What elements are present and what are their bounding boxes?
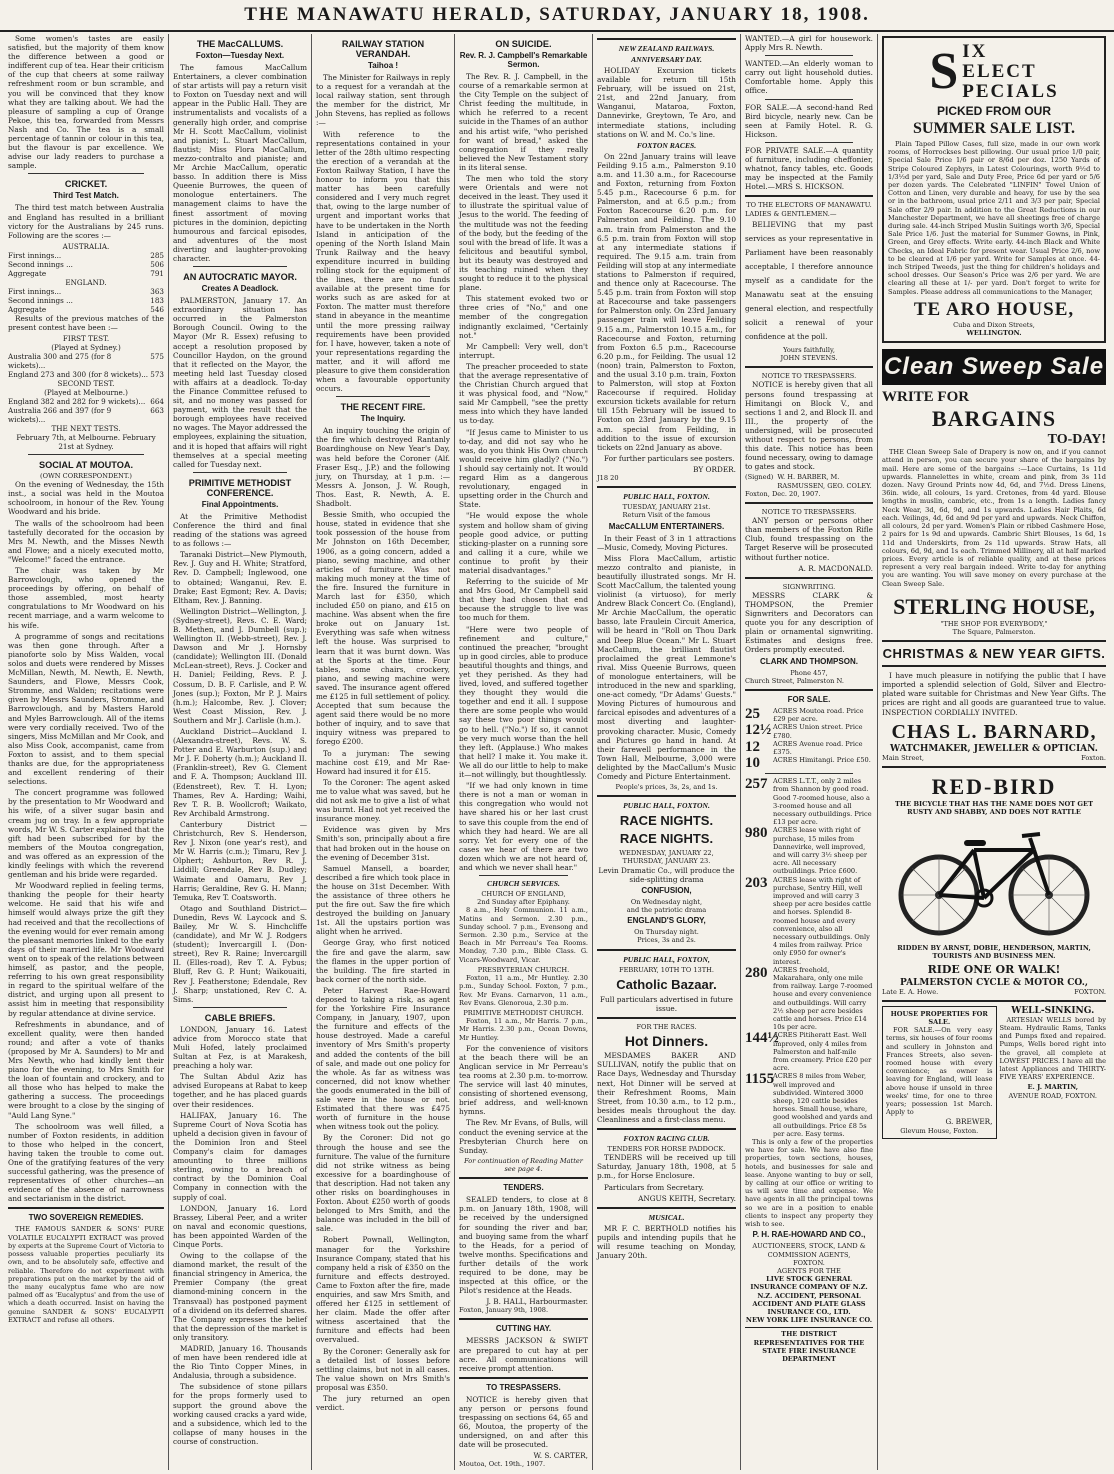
tenders-paragraph: SEALED tenders, to close at 8 p.m. on January 18th, 1908, will be received by the undersigned for sounding the river and bar, and buoying same from the wharf to the Heads, for a period of twelve months. Specifications and further details of the work required to be done, may be inspected at this office, or the Pilot's residence at the Heads. [459,1195,588,1296]
railway-heading: RAILWAY STATION VERANDAH. [341,39,425,59]
cricket-heading: CRICKET. [64,179,108,190]
race-night-date: WEDNESDAY, JANUARY 22, [619,849,714,858]
divider [765,773,853,774]
thursday-note: On Thursday night. [634,928,699,937]
railways-heading: NEW ZEALAND RAILWAYS. [618,44,715,53]
land-listing: 257 ACRES L.T.T., only 2 miles from Shannon by good road. Good 7-roomed house, also a 3-roomed house and all necessary outbuildings. Price £13 per acre. [745,776,872,827]
results-text: Results of the previous matches of the present contest have been :— [8,313,164,332]
divider [745,689,873,691]
racing-club-sub: TENDERS FOR HORSE PADDOCK. [607,1145,726,1154]
public-hall-prices: People's prices, 3s, 2s, and 1s. [615,783,718,792]
cricket-scores [8,242,164,314]
trespassers-heading-2: NOTICE TO TRESPASSERS. [761,507,857,516]
musical-paragraph: MR F. C. BERTHOLD notifies his pupils and intending pupils that he will resume teaching on Monday, January 20th. [597,1223,736,1260]
divider [597,795,736,797]
score-row: Aggregate 546 [8,304,164,314]
church-sunday-label: 2nd Sunday after Epiphany. [477,898,570,907]
maccallums-heading: THE MacCALLUMS. [196,39,284,49]
to-day: TO-DAY! [1047,432,1106,448]
acre-listing: 10 ACRES Himitangi. Price £50. [745,755,871,772]
bargains: BARGAINS [931,406,1057,432]
score-row: Second innings ... 183 [8,295,164,305]
acre-listing: 12½ ACRES Union street. Price £780. [745,722,863,740]
ad-code: J18 20 [597,473,619,482]
rae-howard-place: FOXTON. [793,1258,825,1267]
trespass-signature: W. S. CARTER, [533,1451,588,1461]
tenders-heading: TENDERS. [503,1183,544,1193]
social-heading: SOCIAL AT MOUTOA. [38,459,134,470]
ridden-by: RIDDEN BY ARNST, DOBIE, HENDERSON, MARTIN, TOURISTS AND BUSINESS MEN. [897,944,1091,961]
acre-listing: 25 ACRES Moutoa road. Price £29 per acre. [745,705,864,724]
cutting-hay-heading: CUTTING HAY. [495,1324,552,1334]
divider [597,1207,736,1209]
cable-paragraph: LONDON, January 16. Lord Brassey, Liberal Peer, and a writer on naval and economic questions, has been appointed Warden of the Cinque Ports. [173,1203,307,1249]
divider [597,949,736,951]
railway-subheading: Taihoa ! [367,61,399,70]
australia-label: AUSTRALIA. [62,241,110,251]
cable-paragraph: The subsidence of stone pillars for the props formerly used to support the ground above the working caused cracks a yard wide, and a subsidence, which led to the collapse of many houses in the course of construction. [173,1382,307,1446]
railway-paragraph: The Minister for Railways in reply to a request for a verandah at the local railway station, sent through the member for the district, Mr John Stevens, has replied as follows :— [316,73,450,128]
divider [882,640,1106,642]
martin-signature: E. J. MARTIN, [1027,1083,1078,1092]
previous-tests [8,334,164,451]
te-aro-address: Cuba and Dixon Streets, [953,320,1035,329]
tea-paragraph: Some women's tastes are easily satisfied, but the majority of them know the difference between a good or indifferent cup of tea. Hear their criticism of the cup that cheers at some railway refreshment room or bun scramble, and you will be convinced that they know what they are talking about. We had the pleasure of sampling a cup of Orange Pekoe, this tea, forwarded from Messrs Nash and Co. The tea is a small percentage of tannin or colour in this tea, but the flavour is par excellence. We advise our lady readers to purchase a sample. [8,34,164,171]
house-properties-ad [882,1006,997,1139]
for-sale-heading: FOR SALE. [787,694,831,704]
railways-paragraph: HOLIDAY Excursion tickets available for return till 15th February, will be issued on 21st, 21st, and 22nd January, from Wanganui, Mataroa, Foxton, Dannevirke, Greytown, Te Aro, and intermediate stations, including stations on W. and M. Co.'s line. [597,66,736,139]
fire-paragraph: Samuel Mansell, a boarder, described a fire which took place in the house on 31st December. With the assistance of three others he put the fire out. Saw the fire which destroyed the building on January 1st. All the upstairs portion was alight when he arrived. [316,863,450,937]
church-of-england-label: CHURCH OF ENGLAND, [481,890,566,899]
divider [882,1000,1106,1002]
divider [597,38,736,40]
divider [597,486,736,488]
anniversary-heading: ANNIVERSARY DAY. [631,55,702,64]
pm-church-text: Foxton, 11 a.m., Mr Harris. 7 p.m., Mr Harris. 2.30 p.m., Ocean Downs, Mr Huntley. [459,1017,588,1042]
bicycle-for-sale-ad: FOR SALE.—A second-hand Red Bird bicycle, nearly new. Can be seen at Family Hotel. R. G. Hickson. [745,102,873,139]
public-hall-heading-2: PUBLIC HALL, FOXTON. [623,801,710,811]
public-hall-heading-3: PUBLIC HALL, FOXTON, [623,954,710,964]
mayor-heading: AN AUTOCRATIC MAYOR. [183,272,297,283]
cricket-text: The third test match between Australia and England has resulted in a brilliant victory for the Australians by 245 runs. Following are the scores :— [8,203,164,240]
social-paragraph: The schoolroom was well filled, a number of Foxton residents, in addition to those who helped in the concert, having taken the trouble to come out. One of the gratifying features of the very successful gathering, was the presence of representatives of other churches—an evidence of the absence of narrowness and sectarianism in the district. [8,1121,164,1204]
hot-dinners-paragraph: MESDAMES BAKER AND SULLIVAN, notify the public that on Race Days, Wednesday and Thursday next, Hot Dinner will be served at their Refreshment Rooms, Main Street, from 10.30 a.m., to 12 p.m., besides meals throughout the day. Cleanliness and a first-class menu. [597,1051,736,1124]
and-note: and the patriotic drama [626,906,707,915]
prices-note: Prices, 3s and 2s. [637,936,696,945]
bicycle-illustration [894,820,1094,940]
divider [765,55,853,56]
sterling-house: STERLING HOUSE, [893,593,1095,619]
racing-club-paragraph: TENDERS will be received up till Saturday, January 18th, 1908, at 5 p.m., for Horse Enclosure. [597,1153,736,1181]
score-row: First innings... 363 [8,286,164,296]
column-4 [455,34,593,1470]
suicide-paragraph: "Here were two people of refinement and culture," continued the preacher, "brought up in good circles, able to produce beautiful thoughts and things, and yet they perished. As they had lived, loved, and suffered together they thought they would die together and end it all. I suppose there are some people who would say these two poor things would go to hell. ("No.") If so, it cannot be very much worse than the hell they left. (Applause.) Who makes that hell? I make it. You make it. We all do our little to help to make it—not willingly, but thoughtlessly. [459,624,588,780]
railway-paragraph: With reference to the representations contained in your letter of the 28th ultimo respecting the erection of a verandah at the Foxton Railway Station, I have the honour to inform you that this matter has been carefully considered and I very much regret that, owing to the large number of urgent and important works that have to be undertaken in the North Island in anticipation of the opening of the North Island Main Trunk Railway and the heavy expenditure incurred in building rolling stock for the equipment of the lines, there are no funds available at the present time for works such as are asked for at Foxton. The matter must therefore stand in abeyance in the meantime until the more pressing railway requirements have been provided for. I have, however, taken a note of your representations regarding the matter, and it will afford me pleasure to give them consideration when a favourable opportunity occurs. [316,129,450,394]
suicide-paragraph: "If we had only known in time there is not a man or woman in this congregation who would not have shared his or her last crust to save this couple from the end of which they had heard. We are all sorry. Yet for every one of the cases we hear of there are two dozen which we are not heard of, and which we never shall hear." [459,781,588,872]
score-row: Second innings ... 506 [8,259,164,269]
cable-paragraph: Owing to the collapse of the diamond market, the result of the financial stringency in America, the Premier Company (the great diamond-mining concern in the Transvaal) has postponed payment of a dividend on its deferred shares. The Company expresses the belief that the depression of the market is only transitory. [173,1251,307,1342]
column-5 [593,34,741,1470]
fire-subheading: The Inquiry. [360,414,406,424]
suicide-paragraph: "If Jesus came to Minister to us to-day, and did not say who he was, do you think His Own church would receive him gladly? ("No.") I should say certainly not. It would regard Him as a dangerous revolutionary, engaged in upsetting order in the Church and State. [459,427,588,510]
rae-howard-role: AUCTIONEERS, STOCK, LAND & COMMISSION AGENTS, [752,1242,866,1259]
fire-paragraph: Robert Pownall, Wellington, manager for the Yorkshire Insurance Company, stated that his company held a risk of £350 on the furniture and effects destroyed. Came to Foxton after the fire, made enquiries, and saw Mrs Smith, and offered her £125 in settlement of her claim. Made the offer after witness ascertained that the furniture and effects had been overvalued. [316,1235,450,1345]
races-paragraph: For further particulars see posters. [604,453,735,463]
well-sinking-ad [1000,1006,1107,1139]
trespassers-paragraph-2: ANY person or persons other than members of the Foxton Rifle Club, found trespassing on the Target Reserve will be prosecuted without further notice. [745,516,873,562]
rae-howard-name: P. H. RAE-HOWARD AND CO., [752,1230,866,1240]
suicide-subheading: Rev. R. J. Campbell's Remarkable Sermon. [459,51,588,69]
racing-club-signature: ANGUS KEITH, Secretary. [638,1193,736,1203]
macdonald-signature: A. R. MACDONALD. [798,563,873,573]
suicide-paragraph: Mr Campbell: Very well, don't interrupt. [459,341,588,360]
masthead [0,0,1114,32]
signwriting-paragraph: MESSRS CLARK & THOMPSON, the Premier Signwriters and Decorators can quote you for any description of plain or ornamental signwriting. Estimates and designs free. Orders promptly executed. [745,590,873,655]
convenience-paragraph: For the convenience of visitors at the beach there will be an Anglican service in Mr Perreau's tea rooms at 2.30 p.m. to-morrow. The service will last 40 minutes, consisting of shortened evensong, brief address, and well-known hymns. [459,1043,588,1117]
for-the-races: FOR THE RACES. [636,1023,697,1032]
tenders-signature: J. B. HALL, Harbourmaster. [486,1297,588,1307]
electors-heading: TO THE ELECTORS OF MANAWATU. [746,201,872,210]
fire-paragraph: The jury returned an open verdict. [316,1394,450,1413]
for-sale-list [745,707,873,1138]
fire-paragraph: To a juryman: The sewing machine cost £19, and Mr Rae-Howard had insured it for £15. [316,748,450,776]
remedies-text: THE FAMOUS SANDER & SONS' PURE VOLATILE EUCALYPTI EXTRACT was proved by experts at the Supreme Court of Victoria to possess valuable properties peculiarly its own, and to be absolutely safe, effective and reliable. Therefore do not experiment with preparations put on the market by the aid of the many eucalyptus fame who are now palmed off as 'Eucalyptus' and from the use of which a death occurred. Insist on having the genuine SANDER & SONS' EUCALYPTI EXTRACT and refuse all others. [8,1225,164,1324]
second-test-venue: (Played at Melbourne.) [44,387,128,397]
martin-address: AVENUE ROAD, FOXTON. [1008,1091,1097,1100]
well-sinking-paragraph: ARTESIAN WELLS bored by Steam. Hydraulic Rams, Tanks and Pumps fixed and repaired. Pumps, Wells bored right into the gravel, all complete at LOWEST PRICES. I have all the latest Appliances and THIRTY-FIVE YEARS' EXPERIENCE. [999,1015,1106,1082]
social-paragraph: On the evening of Wednesday, the 15th inst., a social was held in the Moutoa schoolroom, in honour of the Rev. Young Woodward and his bride. [8,480,164,517]
social-paragraph: A programme of songs and recitations was then gone through. After a pianoforte solo by Miss Walden, vocal solos and duets were rendered by Misses McMillan, Newth, M. Newth, E. Newth, Saunders, and Flowe, Messrs Cook, Stromme, and Walden; recitations were given by Messrs Saunders, Stromme, and Barrowclough, and by Masters Harold and Myles Barrowclough. All of the items were very cordially received. Two of the singers, Miss McMillan and Mr Cook, and also Miss Cook, accompanist, came from Foxton to assist, and to them special thanks are due, for the appropriateness and excellent rendering of their selections. [8,631,164,787]
divider [193,266,287,267]
cricket-subheading: Third Test Match. [53,191,119,201]
pm-church-heading: PRIMITIVE METHODIST CHURCH. [463,1008,584,1017]
land-listing: 144½ ACRES Pitiheratt East. Well improved, only 4 miles from Palmerston and half-mile from creamery. Price £20 per acre. [745,1030,872,1073]
signwriting-address: Church Street, Palmerston N. [745,676,844,685]
first-test-label: FIRST TEST. [62,333,110,343]
barnard-role: WATCHMAKER, JEWELLER & OPTICIAN. [890,743,1098,754]
cycle-address: Late E. A. Howe. FOXTON. [882,987,1106,996]
cable-paragraph: MADRID, January 16. Thousands of men have been rendered idle at the Rio Tinto Copper Mines, in Andalusia, through a subsidence. [173,1344,307,1381]
next-tests-dates: February 7th, at Melbourne. February 21st at Sydney. [16,432,156,451]
fire-paragraph: An inquiry touching the origin of the fire which destroyed Rantanly Boardinghouse on New Year's Day, was held before the Coroner (Alf. Fraser Esq., J.P.) and the following jury, on Thursday, at 1 p.m. :—Messrs A. Jonson, J. W. Rough, Thos. East, R. Newth, A. E. Shadbolt. [316,426,450,509]
suicide-paragraph: This statement evoked two or three cries of "No," and one member of the congregation indignantly exclaimed, "Certainly not." [459,294,588,340]
remedies-heading: TWO SOVEREIGN REMEDIES. [28,1213,144,1223]
public-hall-date: TUESDAY, JANUARY 21st. [622,503,711,512]
signwriting-heading: SIGNWRITING. [782,582,836,591]
next-tests-label: THE NEXT TESTS. [51,423,121,433]
acre-listing: 12 ACRES Avenue road. Price £375. [745,738,863,756]
land-paragraph: This is only a few of the properties we have for sale. We have also fine properties, town sections, houses, hotels, and businesses for sale and lease. Anyone wanting to buy or sell, by calling at our office or writing to us will save time and expense. We have agents in all the principal towns so we are in a position to enable clients to inspect any property they wish to see. [745,1138,873,1229]
summer-sale-paragraph: Plain Taped Pillow Cases, full size, made in our own work rooms, of Horrockses best pillowing. Our usual price 1/0 pair, Special Sale Price 1/6 pair or 8/6d per doz. 1250 Yards of Stripe Coloured Zephyrs, in Latest Colourings, worth 9½d to 1/3½d per yard, Sale and Duty Free, Price 6d per yard or 5/6 per dozen yards. The Celebrated "LINFIN" Towel Union of Cotton and Linen, very durable and heavy, for use by the sea or in the bathroom, usual price 2/11 and 3/3 per pair, Special Sale offer 2/9 pair. In addition to the Great Reductions in our Manchester Department, we have all sheetings free of charge during sale. 44-inch Striped Muslin Suitings worth 3/6, Special Sale Price 1/6. Just the material for Summer Gowns, in Pink, Green, and Grey effects. Write early. 44-inch Black and White Checks, an Ideal Fabric for present wear. Usual Price 2/6, now to be cleared at 1/6 per yard. Write for Samples at once. 44-inch Striped Tweeds, just the thing for children's holidays and school dresses. Our Season's Price was 2/6 per yard. We are clearing all these at 1/- per yard. Don't forget to write for Samples. Please address all communications to the Manager, [888,140,1100,296]
church-services-heading: CHURCH SERVICES. [487,879,560,889]
divider [882,665,1106,667]
divider [745,502,873,504]
mayor-subheading: Creates A Deadlock. [201,284,279,294]
public-hall-heading: PUBLIC HALL, FOXTON. [623,492,710,502]
masthead-title: THE MANAWATU HERALD, SATURDAY, JANUARY 18, 1908. [244,4,870,25]
score-row: Australia 266 and 397 (for 9 wickets)... 663 [8,405,164,424]
bazaar-paragraph: Full particulars advertised in future issue. [599,994,733,1013]
picked-from-our: PICKED FROM OUR [937,104,1051,118]
pmc-subheading: Final Appointments. [201,499,279,509]
musical-heading: MUSICAL. [648,1212,685,1222]
races-heading: FOXTON RACES. [636,140,697,150]
divider [193,472,287,473]
cable-paragraph: The Sultan Abdul Aziz has advised Europeans at Rabat to keep together, and he has placed guards over their residences. [173,1072,307,1109]
second-test-label: SECOND TEST. [57,378,115,388]
summer-sale-list: SUMMER SALE LIST. [913,120,1075,137]
te-aro-house: TE ARO HOUSE, [913,298,1075,320]
divider [479,875,568,876]
trespassers-paragraph: NOTICE is hereby given that all persons found trespassing at Himitangi on Block V., and sections 1 and 2, and Block II. and III., the property of the undersigned, will be prosecuted without respect to persons, from this date. This notice has been found necessary, owing to damage to gates and stock. [745,380,873,472]
evans-paragraph: The Rev. Mr Evans, of Bulls, will conduct the evening service at the Presbyterian Church here on Sunday. [459,1118,588,1155]
land-listing: 203 ACRES lease with right of purchase, Sentry Hill, well improved and will carry 3 sheep per acre besides cattle and horses. Splendid 8-roomed house and every convenience, also all necessary outbuildings. Only 4 miles from railway. Price only £950 for owner's interest. [745,874,872,966]
new-york-life: NEW YORK LIFE INSURANCE CO. [745,1316,873,1325]
palmerston-cycle: PALMERSTON CYCLE & MOTOR CO., [900,977,1088,988]
maccallums-paragraph: The famous MacCallum Entertainers, a clever combination of star artists will pay a return visit to Foxton on Tuesday next and will appear in the Public Hall. They are instrumentalists and vocalists of a generally high order, and comprise Mr H. Scott MacCallum, violinist and pianist; L. Stuart MacCallum, flautist; Miss Flora MacCallum, mezzo-contralto and pianiste; and Mr Archie MacCallum, operatic basso. In addition there is Miss Queenie Burrowes, the queen of monologue entertainers. The management claims to have the finest assortment of moving pictures in the dominion, depicting humourous and farcical episodes, and adventures of the most diverting and laughter-provoking character. [173,63,307,263]
race-nights-paragraph: Levin Dramatic Co., will produce the side-splitting drama [598,865,735,884]
england-label: ENGLAND. [65,277,107,287]
public-hall-sub: Return Visit of the famous [622,511,711,520]
tenders-date: Foxton, January 9th, 1908. [459,1306,549,1315]
clean-sweep-banner: Clean Sweep Sale [882,349,1106,385]
divider [597,1128,736,1130]
divider [459,1177,588,1179]
state-fire-insurance: THE DISTRICT REPRESENTATIVES FOR THE STATE FIRE INSURANCE DEPARTMENT [745,1327,873,1363]
mayor-paragraph: PALMERSTON, January 17. An extraordinary situation has occurred in the Palmerston Borough Council. Owing to the Mayor (Mr R. Essex) refusing to accept a resolution proposed by Councillor Haydon, on the ground that it reflected on the Mayor, the meeting held last Tuesday closed with affairs at a deadlock. To-day the Finance Committee refused to sit, and no money was passed for payment, with the result that the borough employees have received no wages. The Mayor addressed the employees, explaining the situation, and it is hoped that affairs will right themselves at a special meeting called for Tuesday next. [173,296,307,469]
bottom-ads [882,1006,1106,1139]
fire-paragraph: By the Coroner: Generally ask for a detailed list of losses before settling claims, but not in all cases. The value shown on Mrs Smith's proposal was £350. [316,1346,450,1392]
column-6 [741,34,878,1470]
ride-one-or-walk: RIDE ONE OR WALK! [927,962,1061,976]
house-properties-heading: HOUSE PROPERTIES FOR SALE. [890,1009,988,1027]
signwriting-phone: Phone 457, [790,668,828,677]
suicide-paragraph: The preacher proceeded to state that the average representative of the Christian Church argued that it was physical food, and "Now," said Mr Campbell, "see the pretty mess into which they have landed us to-day. [459,361,588,426]
trespassers-signature-block [745,473,873,489]
private-sale-ad: FOR PRIVATE SALE.—A quantity of furniture, including cheffonier, whatnot, fancy tables, etc. Goods may be inspected at the Family Hotel.—MRS S. HICKSON. [745,145,873,192]
sterling-tagline: "THE SHOP FOR EVERYBODY," [940,619,1048,628]
wanted-ad: WANTED.—A girl for housework. Apply Mrs R. Newth. [745,34,873,53]
column-2 [169,34,312,1470]
clean-sweep-paragraph: THE Clean Sweep Sale of Drapery is now on, and if you cannot attend in person, you can secure your share of the bargains by mail. Here are some of the bargains :—Lace Curtains, 1s 11d upwards. Flannelettes in white, cream and pink, from 3s 11d dozen. Navy Ground Prints now 4d, 6d, and 7½d. Dress Linens, 36in. wide, all colours, 1s yard. Cretones, from 4d yard. Blouse lengths in muslin, cambric, etc., from 1s a length. Ladies fancy Neck Wear, 3d, 6d, 9d, and 1s upwards. Ladies Hair Plaits, 6d each. Veilings, 4d, 6d and 9d per yard and upwards. Neck Chiffon, all colours, 2d per yard. Women's Plain or ribbed Cashmere Hose, 2 pairs for 1s 9d and upwards. Cambric Shirt Blouses, 1s 6d, 1s 11d and Underskirts, from 2s 11d upwards. Straw Hats, all colours, 6d, 9d, and 1s each. Trimmed Millinery, all at half marked prices. Every article is of reliable quality, and at these prices represent a very real bargain indeed. Write to-day for anything you are wanting. You will save money on every purchase at the Clean Sweep Sale. [882,448,1106,588]
six-select-specials [888,42,1100,102]
divider [336,396,430,397]
racing-club-heading: FOXTON RACING CLUB. [623,1134,710,1144]
by-order: BY ORDER. [693,464,736,474]
races-paragraph: On 22nd January trains will leave Feilding 9.15 a.m., Palmerston 9.10 a.m. and 11.30 a.m., for Racecourse and Foxton, returning from Foxton 5.45 p.m., Racecourse 6 p.m. for Palmerston, and at 6.5 p.m.; from Foxton Racecourse 6.20 p.m. for Palmerston and Feilding. The 9.10 a.m. train from Palmerston and the 6.5 p.m. train from Foxton will stop at any intermediate stations if required. The 9.15 a.m. train from Feilding will stop at any intermediate stations to Palmerston if required, and thence only at Racecourse. The 5.45 p.m. train from Foxton will stop at Racecourse and take passengers for Palmerston only. On 23rd January passenger train will leave Feilding 9.15 a.m., Palmerston 10.15 a.m., for Racecourse and Foxton, returning from Foxton 6.5 p.m., Racecourse 6.20 p.m., for Feilding. The usual 12 (noon) train, Palmerston to Foxton, and the usual 3.10 p.m. train, Foxton to Palmerston, will stop at Foxton Racecourse if required. Holiday excursion tickets available for return till 15th February will be issued to Foxton on 23rd January by the 9.15 a.m. special from Feilding, in addition to the issue of excursion tickets on 22nd January as above. [597,151,736,452]
presbyterian-heading: PRESBYTERIAN CHURCH. [477,965,570,974]
divider [882,766,1106,768]
write-for: WRITE FOR [882,389,970,406]
trespassers-heading: NOTICE TO TRESPASSERS. [761,372,857,381]
maccallums-subheading: Foxton—Tuesday Next. [195,51,285,60]
fire-paragraph: Bessie Smith, who occupied the house, stated in evidence that she took possession of the house from Mr Johnston on 16th December, 1906, as a going concern, added a piano, sewing machine, and other articles of furniture. Was not making much money at the time of the fire. Insured the furniture in March last for £350, which included £50 on piano, and £15 on machine. Was absent when the fire broke out on January 1st. Everything was safe when witness left the house. Was surprised to learn that it was burnt down. Was at the Sports at the time. Four tables, some chairs, crockery, piano, and sewing machine were saved. The insurance agent offered me £125 in full settlement of policy. Accepted that sum because the agent said there would be no more bother of inquiry, and to save that inquiry witness was prepared to forego £200. [316,510,450,747]
te-aro-house-ad [882,36,1106,343]
cable-paragraph: LONDON, January 16. Latest advice from Morocco state that Muli Hofed, lately proclaimed Sultan at Fez, is at Marakesh, preaching a holy war. [173,1024,307,1071]
score-row: First innings... 285 [8,250,164,260]
pmc-paragraph: Canterbury District — Christchurch, Rev S. Henderson, Rev J. Nixon (one year's rest), and Mr W. Harris (c.m.); Timaru, Rev J. Olphert; Ashburton, Rev R. J. Liddill; Greendale, Rev B. Dudley; Waimate and Oamaru, Rev J. Harris; Geraldine, Rev G. H. Mann; Temuka, Rev T. Coatsworth. [173,819,307,902]
fire-paragraph: By the Coroner: Did not go through the house and see the furniture. The value of the furniture did not strike witness as being excessive for a boardinghouse of that description. Had not taken any other risks on boardinghouses in Foxton. About £250 worth of goods belonged to Mrs Smith, and the balance was included in the bill of sale. [316,1133,450,1234]
land-listing: 980 ACRES lease with right of purchase, 15 miles from Dannevirke, well improved, and will carry 3½ sheep per acre. All necessary outbuildings. Price £600. [745,825,868,876]
divider [597,1017,736,1019]
house-properties-paragraph: FOR SALE.—On very easy terms, six houses of four rooms and scullery in Johnston and Frances Streets, also seven-roomed house with every convenience; as owner is leaving for England, will lease above house if unsold in three weeks' time, for one to three years; possession 1st March. Apply to [886,1026,993,1117]
land-listing: 280 ACRES freehold, Makarahara, only one mile from railway. Large 7-roomed house and every convenience and outbuildings. Will carry 2½ sheep per acre besides cattle and horses. Price £14 10s per acre. [745,964,873,1032]
divider [459,1377,588,1379]
social-paragraph: The concert programme was followed by the presentation to Mr Woodward and his wife, of a silver sugar basin and cream jug on tray. In a few appropriate words, Mr W. S. Carter explained that the gift had been subscribed for by the members of the Moutoa congregation, and was offered as an expression of the kindly feelings with which the reverend gentleman and his bride were regarded. [8,788,164,880]
barnard-name: CHAS L. BARNARD, [891,720,1097,743]
suicide-paragraph: The men who told the story were Orientals and were not deceived in the least. They used it to illustrate the spiritual value of Jesus to the world. The feeding of the multitude was not the feeding of the body, but the feeding of the soul with the bread of life. It was a felicitous and beautiful symbol, but its beauty was destroyed and its teaching ruined when they sought to reduce it to the physical plane. [459,174,588,293]
trespassers-date: Foxton, Dec. 20, 1907. [745,489,821,498]
divider [745,195,873,197]
trespass-date: Moutoa, Oct. 19th., 1907. [459,1460,546,1469]
live-stock-insurance: LIVE STOCK GENERAL INSURANCE COMPANY OF N.Z. [750,1275,868,1292]
te-aro-city: WELLINGTON. [966,329,1022,338]
race-nights-title: RACE NIGHTS. [619,813,714,829]
newspaper-columns [4,34,1110,1470]
trespass-paragraph: NOTICE is hereby given that any person or persons found trespassing on sections 64, 65 and 66, Moutoa, the property of the undersigned, on and after this date will be prosecuted. [459,1394,588,1450]
divider [745,577,873,579]
fire-heading: THE RECENT FIRE. [340,402,426,413]
church-text: 8 a.m., Holy Communion. 11 a.m., Matins and Sermon. 2.30 p.m., Sunday school. 7 p.m., Evensong and Sermon. 2.30 p.m., Service at the Beach in Mr Perreau's Tea Rooms. Monday, 7.30 p.m., Bible Class. G. Vicars-Woodward, Vicar. [459,906,588,964]
electors-paragraph: BELIEVING that my past services as your representative in Parliament have been reasonably acceptable, I therefore announce myself as a candidate for the Manawatu seat at the ensuing general election, and respectfully solicit a renewal of your confidence at the poll. [745,219,873,341]
pmc-paragraph: Wellington District—Wellington, J. (Sydney-street), Revs. C. E. Ward; B. Methen, and J. Dumbell (sup.); Wellington II. (Webb-street), Rev. J. Dawson and Mr J. Hornsby (candidate); Wellington III. (Donald McLean-street), Revs. J. Cocker and H. Daniel; Feilding, Revs. P. J. Cossum, D. B. F. Carlisle, and P. W. Jones (sup.); Foxton, Mr P. J. Mairs (h.m.); Halcombe, Rev. J. Clover; West Coast Mission, Rev. J. Southern and Mr J. Carlisle (h.m.). [173,606,307,725]
six-words: IX ELECT PECIALS [962,41,1059,102]
social-paragraph: The walls of the schoolroom had been tastefully decorated for the occasion by Mrs M. Newth, and the Misses Newth and Flowe; and a nicely executed motto, "Welcome!" faced the entrance. [8,518,164,564]
public-hall-paragraph: In their Feast of 3 in 1 attractions—Music, Comedy, Moving Pictures. [597,533,736,552]
suicide-paragraph: The Rev. R. J. Campbell, in the course of a remarkable sermon at the City Temple on the subject of Christ feeding the multitude, in which he referred to a recent suicide in the Thames of an author and his artist wife, "who perished for want of bread," asked the congregation if they really believed the New Testament story in its literal sense. [459,72,588,172]
land-listing: 1155 ACRES 8 miles from Weber, well improved and subdivided. Wintered 3000 sheep, 120 cattle besides horses. Small house, whare, good woolshed and yards and all outbuildings. Price £8 5s per acre. Easy terms. [745,1071,873,1138]
brewer-signature: G. BREWER, [945,1117,993,1127]
divider [745,366,873,368]
column-1 [4,34,169,1470]
fire-paragraph: To the Coroner: The agent asked me to value what was saved, but he did not ask me to give a list of what was burnt. Had not yet received the insurance money. [316,777,450,824]
maccallum-entertainers: MacCALLUM ENTERTAINERS. [608,521,725,531]
public-hall-paragraph: Miss Flora MacCallum, artistic mezzo contralto and pianiste, in beautifully illustrated songs. Mr H. Scott MacCallum, the talented young violinist (a virtuoso), for merly Andrew Black Concert Co. (England), Mr Archie MacCallum, the operatic basso, late Fraulein Circuit America, will be heard in "Roll on Thou Dark and Deep Blue Ocean." Mr L. Stuart MacCallum, the brilliant flautist proclaimed the great Lemmone's rival. Miss Queenie Burrows, queen of monologue entertainers, will be introduced in the new and sparkling, one-act comedy, "Dr Adams' Guests." Moving Pictures of humourous and farcical episodes and adventures of a most diverting and laughter-provoking character. Music, Comedy and Pictures go hand in hand. At their farewell performance in the Town Hall, Melbourne, 3,000 were delighted by the MacCallum's Music Comedy and Picture Entertainment. [597,553,736,781]
divider [193,1007,287,1008]
fire-paragraph: George Gray, who first noticed the fire and gave the alarm, saw the flames in the upper portion of the building. The fire started in back corner of the north side. [316,938,450,984]
fire-paragraph: Evidence was given by Mrs Smith's son, principally about a fire that had broken out in the house on the evening of December 31st. [316,825,450,862]
brewer-address: Glevum House, Foxton. [900,1126,979,1135]
social-paragraph: The chair was taken by Mr Barrowclough, who opened the proceedings by offering, on behalf of those assembled, most hearty congratulations to Mr Woodward on his recent marriage, and a warm welcome to his wife. [8,566,164,630]
sterling-address: The Square, Palmerston. [952,627,1036,636]
racing-club-paragraph: Particulars from Secretary. [604,1182,704,1192]
suicide-paragraph: "He would expose the whole system and hollow sham of giving people good advice, or putting sticking-plaster on a running sore and calling it a cure, while we continue to profit by their material disadvantages." [459,511,588,575]
social-paragraph: Refreshments in abundance, and of excellent quality, were then handed round; and after a vote of thanks (proposed by Mr A. Saunders) to Mr and Mrs Newth, who had kindly lent their piano for the evening, to Mrs Smith for the loan of fountain and crockery, and to all those who has helped to make the gathering a success. The proceedings were brought to a close by the singing of "Auld Lang Syne." [8,1019,164,1120]
red-bird-tagline: THE BICYCLE THAT HAS THE NAME DOES NOT GET RUSTY AND SHABBY, AND DOES NOT RATTLE [895,799,1093,816]
christmas-gifts-title: CHRISTMAS & NEW YEAR GIFTS. [882,646,1106,662]
stevens-signature: JOHN STEVENS. [780,354,838,363]
englands-glory-title: ENGLAND'S GLORY, [627,916,706,926]
ladies-greeting: LADIES & GENTLEMEN.— [745,209,837,218]
score-row: England 273 and 300 (for 8 wickets)... 573 [8,369,164,379]
score-row: England 382 and 282 for 9 wickets)... 664 [8,396,164,406]
hot-dinners-title: Hot Dinners. [624,1033,709,1050]
divider [28,454,144,455]
cutting-hay-paragraph: MESSRS JACKSON & SWIFT are prepared to cut hay at per acre. All communications will receive prompt attention. [459,1336,588,1373]
first-test-venue: (Played at Sydney.) [51,342,121,352]
fire-paragraph: Peter Harvest Rae-Howard deposed to taking a risk, as agent for the Yorkshire Fire Insurance Company, in January, 1907, upon the furniture and effects of the house destroyed. Made a careful inventory of Mrs Smith's property and added the contents of the bill of sale, and made out one policy for the whole. As far as witness was concerned, did not know whether the goods enumerated in the bill of sale were in the house or not. Estimated that there was £475 worth of furniture in the house when witness took out the policy. [316,985,450,1132]
divider [765,99,853,100]
agents-label: AGENTS FOR THE [777,1266,841,1275]
social-correspondent: (OWN CORRESPONDENT.) [40,471,132,480]
cable-paragraph: HALIFAX, January 16. The Supreme Court of Nova Scotia has upheld a decision given in favour of the Dominion Iron and Steel Company's claim for damages amounting to three millions sterling, owing to a breach of contract by the Dominion Coal Company in connection with the supply of coal. [173,1110,307,1202]
divider [28,173,144,174]
divider [459,1318,588,1320]
signed-label: (Signed) [745,473,774,482]
divider [8,1207,164,1209]
wanted-ad: WANTED.—An elderly woman to carry out light household duties. Comfortable home. Apply this office. [745,59,873,96]
barnard-address: Main Street, Foxton. [882,753,1106,762]
wednesday-note: On Wednesday night, [630,897,703,906]
race-night-date: THURSDAY, JANUARY 23. [622,857,711,866]
yours-faithfully: Yours faithfully, [783,345,835,354]
pmc-heading: PRIMITIVE METHODIST CONFERENCE. [188,477,292,498]
pmc-paragraph: Otago and Southland District—Dunedin, Revs W. Laycock and S. Bailey, Mr W. S. Hinchcliffe (candidate), and Mr W. J. Rodgers (student); Invercargill I. (Don-street), Rev R. Raine; Invercargill II. (Elles-road), Rev T. A. Fybus; Bluff, Rev G. P. Hunt; Waikouaiti, Rev J. Featherstone; Edendale, Rev J. Sharp; unstationed, Rev C. A. Sims. [173,903,307,1004]
clark-thompson-name: CLARK AND THOMPSON. [760,656,858,666]
red-bird-title: RED-BIRD [931,773,1057,799]
bazaar-dates: FEBRUARY, 10TH TO 13TH. [619,965,714,974]
suicide-paragraph: Referring to the suicide of Mr and Mrs Good, Mr Campbell said that they had chosen that end because the struggle to live was too much for them. [459,577,588,623]
divider [765,142,853,143]
trespass-heading: TO TRESPASSERS. [486,1382,561,1392]
score-row: Aggregate 791 [8,268,164,278]
cable-heading: CABLE BRIEFS. [204,1012,276,1023]
social-paragraph: Mr Woodward replied in feeling terms, thanking the people for their hearty welcome. He said that his wife and himself would always prize the gift they had received and that the recollections of the evening would for ever remain among the pleasant memories linked to the early days of their married life. Mr Woodward went on to speak of the relations between himself, as pastor, and the people, referring to his own great responsibility in regard to the spiritual welfare of the district, and urging upon all present to assist him in meeting that responsibility by regular attendance at divine service. [8,881,164,1018]
pmc-paragraph: Taranaki District—New Plymouth, Rev. J. Guy and H. White; Stratford, Rev. D. Campbell; Inglewood, one to obtained; Wanganui, Rev. E. Drake; East Egmont; Rev. A. Davis; Eltham, Rev. J. Banning. [173,550,307,605]
pmc-paragraph: At the Primitive Methodist Conference the third and final reading of the stations was agreed to as follows :— [173,511,307,549]
score-row: Australia 300 and 275 (for 8 wickets)... 575 [8,351,164,370]
well-sinking-heading: WELL-SINKING. [1011,1005,1095,1016]
race-nights-title: RACE NIGHTS. [619,831,714,847]
continued-note: For continuation of Reading Matter see page 4. [464,1156,583,1174]
christmas-paragraph: I have much pleasure in notifying the public that I have imported a splendid selection of Gold, Silver and Electro-plated ware suitable for Christmas and New Year Gifts. The prices are right and all goods are guaranteed true to value. INSPECTION CORDIALLY INVITED. [882,671,1106,717]
pmc-paragraph: Auckland District—Auckland I. (Alexandra-street), Revs. W. S. Potter and E. Warburton (sup.) and Mr J. F. Doherty (h.m.); Auckland II. (Franklin-street), Rev G. Clement and F. A. Thompson; Auckland III. (Edenstreet), Rev. T. H. Lyon; Thames, Rev A. Harding; Waihi, Rev T. R. B. Woollcroft; Waikato, Rev Archibald Armstrong. [173,727,307,818]
column-7 [878,34,1110,1470]
suicide-heading: ON SUICIDE. [495,39,552,49]
accident-insurance: N.Z. ACCIDENT, PERSONAL ACCIDENT AND PLATE GLASS INSURANCE CO., LTD. [752,1291,866,1316]
column-3 [312,34,455,1470]
presbyterian-text: Foxton, 11 a.m., Mr Huntley. 2.30 p.m., Sunday School. Foxton, 7 p.m., Rev. Mr Evans. Carnarvon, 11 a.m., Rev Evans. Glenoroua, 2.30 p.m. [459,974,588,1007]
confusion-title: CONFUSION, [641,885,692,895]
catholic-bazaar-title: Catholic Bazaar. [616,976,717,992]
big-s-initial: S [929,43,959,100]
trespassers-signatories: W. H. BARBER, M. RASMUSSEN, GEO. COLEY. [777,473,872,490]
